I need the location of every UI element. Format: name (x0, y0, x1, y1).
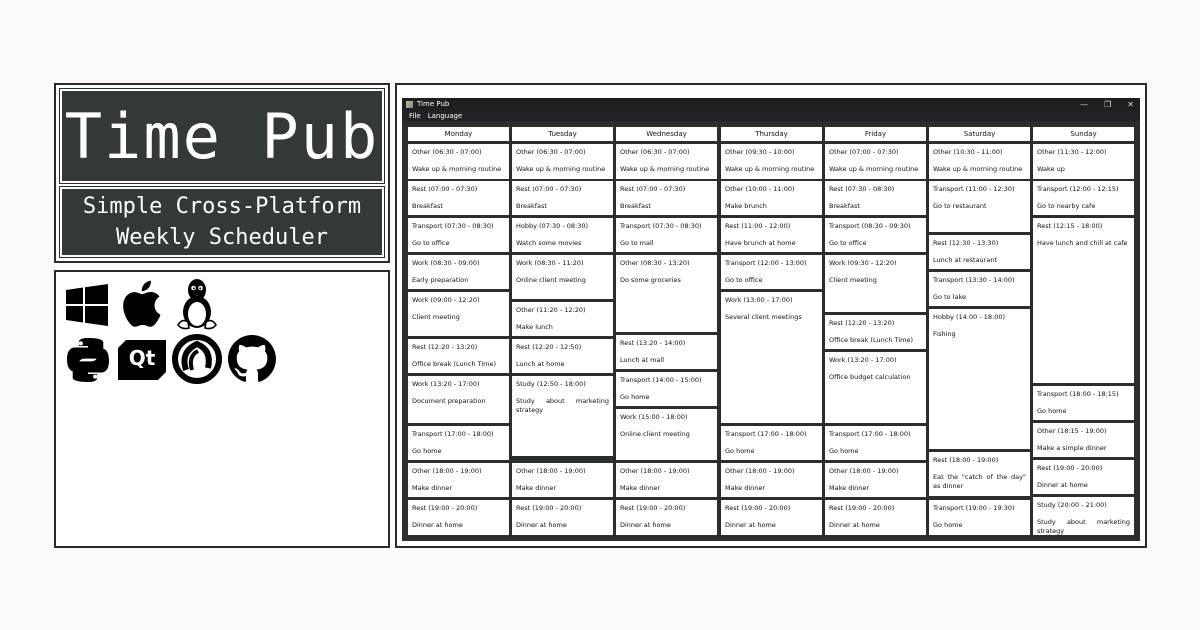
event-time: Other (18:00 - 19:00) (725, 467, 795, 475)
menu-file[interactable]: File (409, 111, 421, 120)
schedule-event[interactable] (929, 500, 1030, 535)
event-time: Transport (18:00 - 18:15) (1037, 390, 1119, 398)
event-description: Office break (Lunch Time) (829, 336, 913, 344)
schedule-event[interactable] (1033, 181, 1134, 215)
event-time: Rest (19:00 - 20:00) (725, 504, 791, 512)
event-description: Dinner at home (829, 521, 880, 529)
event-time: Rest (19:00 - 20:00) (620, 504, 686, 512)
event-time: Rest (12:30 - 13:30) (933, 239, 999, 247)
schedule-event[interactable] (929, 181, 1030, 232)
event-time: Rest (07:00 - 07:30) (620, 185, 686, 193)
event-description: Dinner at home (516, 521, 567, 529)
event-time: Other (18:00 - 19:00) (412, 467, 482, 475)
event-time: Rest (07:30 - 08:30) (829, 185, 895, 193)
platform-icons-panel (54, 270, 390, 548)
event-description: Make a simple dinner (1037, 444, 1107, 452)
event-description: Make dinner (620, 484, 661, 492)
event-description: Watch some movies (516, 239, 582, 247)
day-header: Monday (408, 127, 509, 141)
event-description: Go home (933, 521, 963, 529)
app-screenshot-panel (395, 83, 1147, 548)
event-description: Breakfast (412, 202, 443, 210)
event-description: Breakfast (516, 202, 547, 210)
schedule-event[interactable] (825, 463, 926, 497)
event-time: Work (15:00 - 18:00) (620, 413, 688, 421)
event-time: Transport (19:00 - 19:30) (933, 504, 1015, 512)
qt-icon (118, 340, 166, 380)
event-description: Go to restaurant (933, 202, 987, 210)
schedule-event[interactable] (408, 218, 509, 252)
branding-panel (54, 83, 390, 263)
windows-icon (66, 284, 108, 326)
schedule-event[interactable] (616, 409, 717, 460)
schedule-event[interactable] (1033, 497, 1134, 535)
schedule-event[interactable] (825, 181, 926, 215)
event-time: Work (09:30 - 12:20) (829, 259, 897, 267)
schedule-event[interactable] (616, 181, 717, 215)
menu-language[interactable]: Language (427, 111, 463, 120)
day-column-thursday (721, 127, 822, 536)
app-subtitle (60, 187, 384, 257)
schedule-event[interactable] (825, 144, 926, 179)
event-description: Fishing (933, 330, 956, 338)
event-description: Make dinner (829, 484, 870, 492)
event-description: Study about marketing strategy (516, 397, 609, 414)
event-description: Go home (620, 393, 650, 401)
event-time: Transport (07:30 - 08:30) (620, 222, 702, 230)
event-time: Other (06:30 - 07:00) (620, 148, 690, 156)
day-header: Sunday (1033, 127, 1134, 141)
subtitle-line-1: Simple Cross-Platform (82, 194, 362, 219)
github-icon (228, 335, 276, 383)
event-description: Several client meetings (725, 313, 802, 321)
event-description: Go to nearby cafe (1037, 202, 1096, 210)
event-description: Early preparation (412, 276, 469, 284)
schedule-event[interactable] (825, 426, 926, 460)
event-description: Client meeting (412, 313, 460, 321)
event-time: Transport (17:00 - 18:00) (725, 430, 807, 438)
event-description: Dinner at home (1037, 481, 1088, 489)
event-time: Rest (19:00 - 20:00) (1037, 464, 1103, 472)
event-time: Other (11:20 - 12:20) (516, 306, 586, 314)
schedule-event[interactable] (512, 376, 613, 456)
schedule-event[interactable] (408, 500, 509, 535)
schedule-event[interactable] (721, 292, 822, 423)
day-header: Thursday (721, 127, 822, 141)
event-time: Other (09:30 - 10:00) (725, 148, 795, 156)
event-time: Rest (12:20 - 13:20) (829, 319, 895, 327)
day-header: Wednesday (616, 127, 717, 141)
event-description: Go home (725, 447, 755, 455)
event-description: Eat the "catch of the day" as dinner (933, 473, 1026, 490)
event-description: Go to office (412, 239, 450, 247)
event-time: Transport (12:00 - 12:15) (1037, 185, 1119, 193)
schedule-event[interactable] (929, 452, 1030, 496)
event-time: Rest (12:20 - 12:50) (516, 343, 582, 351)
event-description: Go to office (725, 276, 763, 284)
subtitle-line-2: Weekly Scheduler (116, 225, 328, 250)
event-description: Have lunch and chill at cafe (1037, 239, 1128, 247)
schedule-event[interactable] (929, 144, 1030, 179)
event-description: Study about marketing strategy (1037, 518, 1130, 535)
event-time: Other (10:30 - 11:00) (933, 148, 1003, 156)
event-time: Other (18:00 - 19:00) (829, 467, 899, 475)
event-time: Work (09:00 - 12:20) (412, 296, 480, 304)
event-description: Office budget calculation (829, 373, 911, 381)
day-column-monday (408, 127, 509, 536)
event-description: Make dinner (412, 484, 453, 492)
event-description: Go to lake (933, 293, 966, 301)
event-description: Make dinner (516, 484, 557, 492)
window-title: Time Pub (417, 100, 450, 108)
schedule-event[interactable] (512, 500, 613, 535)
event-description: Lunch at mall (620, 356, 665, 364)
day-column-sunday (1033, 127, 1134, 536)
schedule-event[interactable] (721, 181, 822, 215)
linux-icon (176, 278, 218, 330)
event-time: Rest (12:15 - 18:00) (1037, 222, 1103, 230)
schedule-event[interactable] (512, 144, 613, 179)
event-time: Transport (12:00 - 13:00) (725, 259, 807, 267)
schedule-event[interactable] (616, 372, 717, 406)
minimize-button[interactable]: — (1080, 99, 1089, 109)
event-time: Rest (13:20 - 14:00) (620, 339, 686, 347)
event-time: Other (06:30 - 07:00) (516, 148, 586, 156)
day-header: Friday (825, 127, 926, 141)
event-time: Rest (19:00 - 20:00) (412, 504, 478, 512)
schedule-event[interactable] (512, 181, 613, 215)
schedule-event[interactable] (408, 181, 509, 215)
event-time: Transport (07:30 - 08:30) (412, 222, 494, 230)
event-description: Breakfast (620, 202, 651, 210)
event-description: Client meeting (829, 276, 877, 284)
event-description: Wake up & morning routine (516, 165, 606, 173)
qt-label: Qt (128, 346, 156, 370)
day-header: Saturday (929, 127, 1030, 141)
schedule-event[interactable] (408, 426, 509, 460)
pyside-icon (172, 334, 222, 384)
event-description: Dinner at home (620, 521, 671, 529)
schedule-event[interactable] (512, 218, 613, 252)
event-description: Breakfast (829, 202, 860, 210)
event-description: Go home (1037, 407, 1067, 415)
event-time: Work (08:30 - 09:00) (412, 259, 480, 267)
schedule-event[interactable] (512, 463, 613, 497)
event-description: Office break (Lunch Time) (412, 360, 496, 368)
schedule-event[interactable] (721, 255, 822, 289)
event-time: Rest (18:00 - 19:00) (933, 456, 999, 464)
app-window (402, 98, 1140, 541)
event-time: Other (10:00 - 11:00) (725, 185, 795, 193)
maximize-button[interactable]: ❐ (1104, 99, 1112, 109)
event-time: Other (06:30 - 07:00) (412, 148, 482, 156)
event-time: Other (18:00 - 19:00) (516, 467, 586, 475)
event-description: Wake up & morning routine (412, 165, 502, 173)
schedule-event[interactable] (408, 339, 509, 373)
event-time: Work (13:20 - 17:00) (412, 380, 480, 388)
event-description: Wake up & morning routine (725, 165, 815, 173)
schedule-event[interactable] (408, 463, 509, 497)
event-time: Work (13:00 - 17:00) (725, 296, 793, 304)
event-time: Rest (07:00 - 07:30) (412, 185, 478, 193)
event-time: Other (11:30 - 12:00) (1037, 148, 1107, 156)
schedule-event[interactable] (616, 255, 717, 332)
event-time: Other (18:15 - 19:00) (1037, 427, 1107, 435)
event-time: Transport (17:00 - 18:00) (412, 430, 494, 438)
schedule-event[interactable] (1033, 386, 1134, 420)
schedule-event[interactable] (721, 144, 822, 179)
event-time: Rest (19:00 - 20:00) (829, 504, 895, 512)
schedule-event[interactable] (721, 500, 822, 535)
schedule-event[interactable] (512, 339, 613, 373)
event-description: Dinner at home (412, 521, 463, 529)
schedule-event[interactable] (616, 335, 717, 369)
event-time: Work (13:20 - 17:00) (829, 356, 897, 364)
schedule-event[interactable] (616, 144, 717, 179)
event-time: Other (08:30 - 13:20) (620, 259, 690, 267)
schedule-event[interactable] (929, 235, 1030, 269)
event-description: Go to mall (620, 239, 654, 247)
schedule-event[interactable] (616, 463, 717, 497)
schedule-event[interactable] (825, 500, 926, 535)
event-description: Make brunch (725, 202, 767, 210)
window-titlebar[interactable] (402, 98, 1140, 110)
schedule-event[interactable] (512, 255, 613, 299)
event-description: Make lunch (516, 323, 553, 331)
menu-bar (402, 110, 1140, 121)
schedule-event[interactable] (408, 255, 509, 289)
week-grid (408, 127, 1134, 536)
schedule-event[interactable] (721, 463, 822, 497)
event-description: Go home (829, 447, 859, 455)
apple-icon (120, 280, 162, 328)
event-description: Dinner at home (725, 521, 776, 529)
schedule-event[interactable] (1033, 144, 1134, 179)
schedule-event[interactable] (929, 309, 1030, 449)
schedule-event[interactable] (1033, 460, 1134, 494)
schedule-event[interactable] (512, 302, 613, 336)
event-description: Online client meeting (516, 276, 586, 284)
day-column-saturday (929, 127, 1030, 536)
event-time: Transport (08:30 - 09:30) (829, 222, 911, 230)
event-time: Rest (07:00 - 07:30) (516, 185, 582, 193)
day-column-tuesday (512, 127, 613, 536)
close-button[interactable]: ✕ (1127, 99, 1134, 109)
event-description: Make dinner (725, 484, 766, 492)
day-header: Tuesday (512, 127, 613, 141)
event-description: Lunch at home (516, 360, 565, 368)
schedule-event[interactable] (825, 352, 926, 423)
schedule-event[interactable] (721, 426, 822, 460)
app-title: Time Pub (60, 89, 384, 183)
schedule-event[interactable] (408, 292, 509, 336)
event-time: Rest (12:20 - 13:20) (412, 343, 478, 351)
day-column-wednesday (616, 127, 717, 536)
event-time: Work (08:30 - 11:20) (516, 259, 584, 267)
event-time: Other (18:00 - 19:00) (620, 467, 690, 475)
event-time: Transport (14:00 - 15:00) (620, 376, 702, 384)
schedule-event[interactable] (825, 315, 926, 349)
python-icon (64, 336, 112, 384)
schedule-event[interactable] (825, 218, 926, 252)
event-description: Wake up & morning routine (829, 165, 919, 173)
schedule-event[interactable] (1033, 423, 1134, 457)
event-time: Rest (11:00 - 12:00) (725, 222, 791, 230)
event-description: Do some groceries (620, 276, 681, 284)
event-time: Other (07:00 - 07:30) (829, 148, 899, 156)
event-description: Wake up (1037, 165, 1065, 173)
event-time: Transport (11:00 - 12:30) (933, 185, 1015, 193)
schedule-event[interactable] (408, 144, 509, 179)
event-time: Transport (17:00 - 18:00) (829, 430, 911, 438)
schedule-event[interactable] (721, 218, 822, 252)
event-time: Rest (19:00 - 20:00) (516, 504, 582, 512)
app-icon (406, 101, 413, 108)
event-description: Online client meeting (620, 430, 690, 438)
event-time: Hobby (07:30 - 08:30) (516, 222, 589, 230)
event-description: Wake up & morning routine (620, 165, 710, 173)
schedule-event[interactable] (929, 272, 1030, 306)
day-column-friday (825, 127, 926, 536)
event-time: Study (20:00 - 21:00) (1037, 501, 1107, 509)
event-description: Have brunch at home (725, 239, 796, 247)
schedule-event[interactable] (1033, 218, 1134, 383)
event-time: Hobby (14:00 - 18:00) (933, 313, 1006, 321)
event-description: Go home (412, 447, 442, 455)
event-description: Document preparation (412, 397, 486, 405)
schedule-event[interactable] (825, 255, 926, 312)
event-time: Transport (13:30 - 14:00) (933, 276, 1015, 284)
event-description: Wake up & morning routine (933, 165, 1023, 173)
event-description: Lunch at restaurant (933, 256, 997, 264)
event-description: Go to office (829, 239, 867, 247)
schedule-event[interactable] (408, 376, 509, 423)
event-time: Study (12:50 - 18:00) (516, 380, 586, 388)
schedule-event[interactable] (616, 218, 717, 252)
schedule-event[interactable] (616, 500, 717, 535)
